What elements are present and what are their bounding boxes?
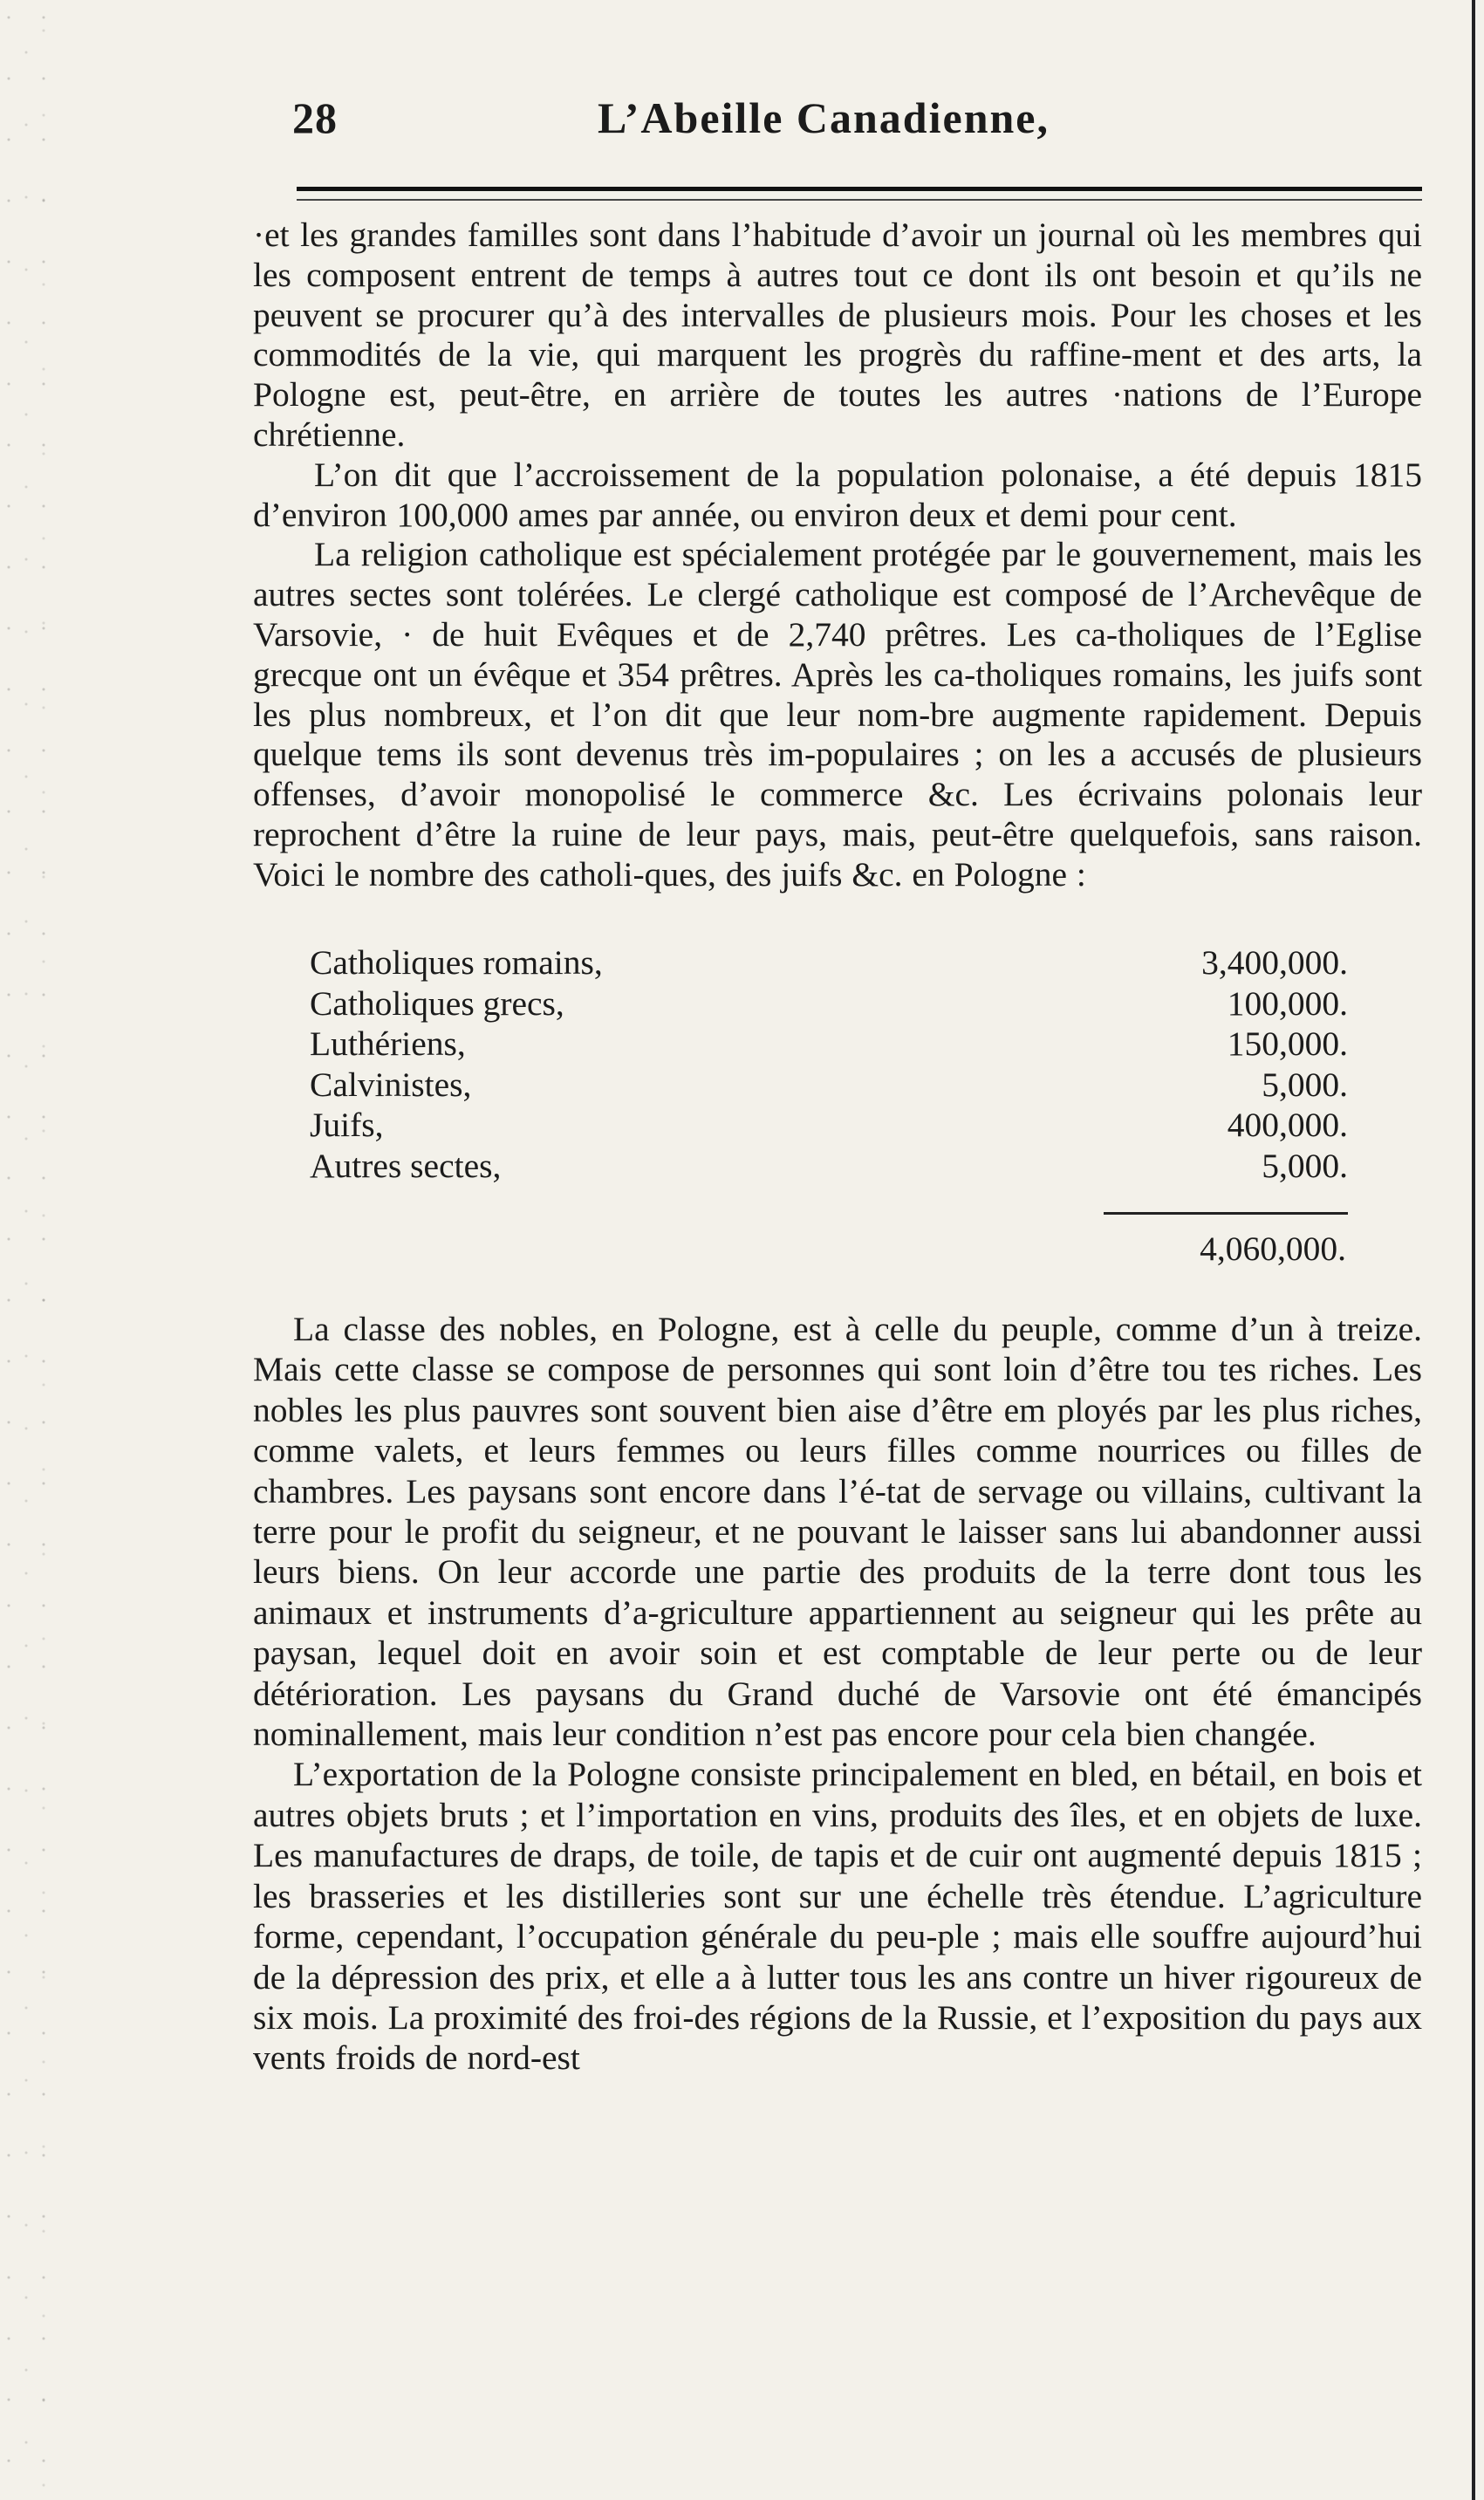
table-row: [310, 1146, 1348, 1187]
table-row: [310, 983, 1348, 1024]
table-row-label: Autres sectes,: [310, 1146, 502, 1185]
table-row-value: 150,000.: [1227, 1024, 1348, 1063]
table-row-label: Calvinistes,: [310, 1065, 472, 1104]
population-total: 4,060,000.: [1200, 1229, 1346, 1268]
page-number: 28: [292, 93, 338, 142]
table-row-value: 5,000.: [1262, 1065, 1348, 1104]
table-row-label: Luthériens,: [310, 1024, 466, 1063]
table-row-label: Catholiques grecs,: [310, 983, 564, 1023]
paragraph: L’exportation de la Pologne consiste principalement en bled, en bétail, en bois et autres objets bruts ; et l’importation en vins, produits des îles, et en objets de luxe. Les manufactures de draps, de toile, de tapis et de cuir ont augmenté depuis 1815 ; les brasseries et les distilleries sont sur une échelle très étendue. L’agriculture forme, cependant, l’occupation générale du peu-ple ; mais elle souffre aujourd’hui de la dépression des prix, et elle a à lutter tous les ans contre un hiver rigoureux de six mois. La proximité des froi-des régions de la Russie, et l’exposition du pays aux vents froids de nord-est: [253, 1755, 1422, 2078]
page-edge-speckle: [0, 0, 61, 2500]
table-row: [310, 942, 1348, 983]
paragraph: La classe des nobles, en Pologne, est à celle du peuple, comme d’un à treize. Mais cette classe se compose de personnes qui sont loin d’être tou tes riches. Les nobles les plus pauvres sont souvent bien aise d’être em ployés par les plus riches, comme valets, et leurs femmes ou leurs filles comme nourrices ou filles de chambres. Les paysans sont encore dans l’é-tat de servage ou villains, cultivant la terre pour le profit du seigneur, et ne pouvant le laisser sans lui abandonner aussi leurs biens. On leur accorde une partie des produits de la terre dont tous les animaux et instruments d’a-griculture appartiennent au seigneur qui les prête au paysan, lequel doit en avoir soin et est comptable de leur perte ou de leur détérioration. Les paysans du Grand duché de Varsovie ont été émancipés nominallement, mais leur condition n’est pas encore pour cela bien changée.: [253, 1310, 1422, 1754]
paragraph: ·et les grandes familles sont dans l’habitude d’avoir un journal où les membres qui les composent entrent de temps à autres tout ce dont ils ont besoin et qu’ils ne peuvent se procurer qu’à des intervalles de plusieurs mois. Pour les choses et les commodités de la vie, qui marquent les progrès du raffine-ment et des arts, la Pologne est, peut-être, en arrière de toutes les autres ·nations de l’Europe chrétienne.: [253, 216, 1422, 454]
table-row: [310, 1065, 1348, 1106]
table-row-value: 5,000.: [1262, 1146, 1348, 1185]
page-header: [292, 86, 1426, 155]
table-row-label: Juifs,: [310, 1106, 384, 1144]
sum-rule: [1104, 1212, 1348, 1215]
body-text-top: [253, 216, 1422, 895]
paragraph: La religion catholique est spécialement protégée par le gouvernement, mais les autres sectes sont tolérées. Le clergé catholique est composé de l’Archevêque de Varsovie, · de huit Evêques et de 2,740 prêtres. Les ca-tholiques de l’Eglise grecque ont un évêque et 354 prêtres. Après les ca-tholiques romains, les juifs sont les plus nombreux, et l’on dit que leur nom-bre augmente rapidement. Depuis quelque tems ils sont devenus très im-populaires ; on les a accusés de plusieurs offenses, d’avoir monopolisé le commerce &c. Les écrivains polonais leur reprochent d’être la ruine de leur pays, mais, peut-être quelquefois, sans raison. Voici le nombre des catholi-ques, des juifs &c. en Pologne :: [253, 535, 1422, 894]
table-row-value: 400,000.: [1227, 1106, 1348, 1144]
table-row: [310, 1105, 1348, 1146]
page-edge-line: [1472, 0, 1475, 2500]
running-title: L’Abeille Canadienne,: [598, 93, 1050, 142]
body-text-bottom: [253, 1309, 1422, 2079]
header-rule: [297, 187, 1422, 201]
paragraph: L’on dit que l’accroissement de la population polonaise, a été depuis 1815 d’environ 100,000 ames par année, ou environ deux et demi pour cent.: [253, 455, 1422, 534]
population-table: [310, 942, 1348, 1186]
table-row-value: 3,400,000.: [1201, 943, 1348, 982]
table-row: [310, 1024, 1348, 1065]
table-row-label: Catholiques romains,: [310, 943, 603, 982]
table-row-value: 100,000.: [1227, 983, 1348, 1023]
